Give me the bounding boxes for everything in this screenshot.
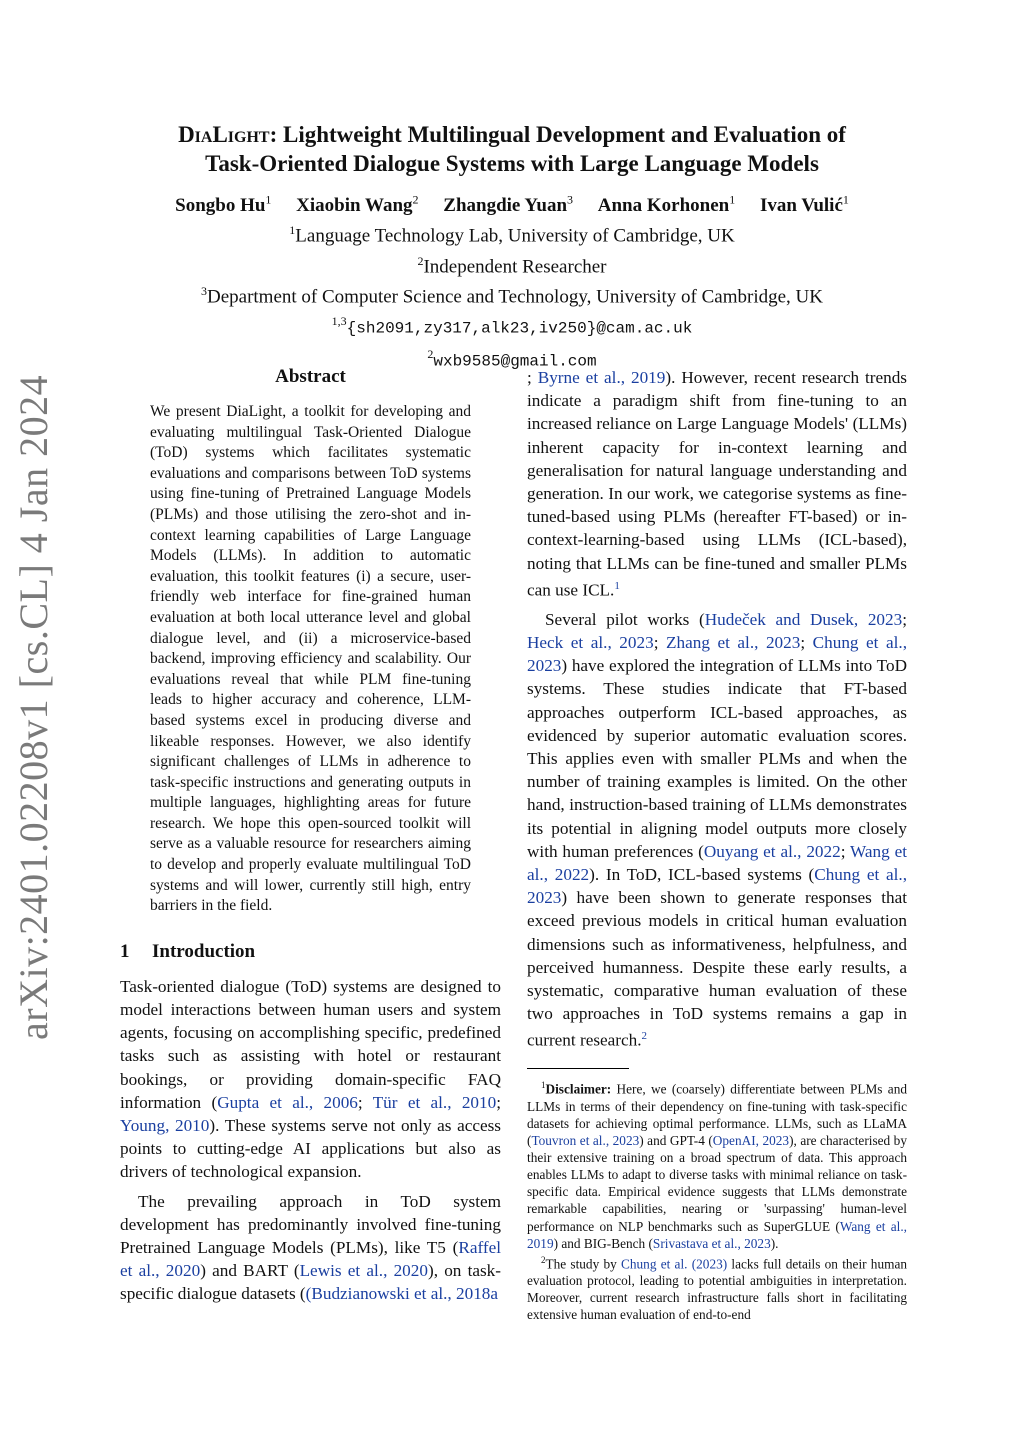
citation-link[interactable]: (Budzianowski et al., 2018a [305,1284,499,1304]
abstract-heading: Abstract [275,366,346,387]
affiliation: $^2$Independent Researcher [417,253,607,277]
author-list [110,188,914,218]
author: Zhangdie Yuan$^3$ [443,193,574,217]
citation-link[interactable]: Byrne et al., 2019 [537,368,666,387]
citation-link[interactable]: Lewis et al., 2020 [299,1261,428,1281]
citation-link[interactable]: Young, 2010 [120,1116,210,1136]
citation-link[interactable]: Chung et al. (2023) [621,1256,728,1272]
affiliation: $^1$Language Technology Lab, University of Cambridge, UK [289,223,735,247]
citation-link[interactable]: Tür et al., 2010 [372,1092,497,1112]
title-line1: : Lightweight Multilingual Development and Evaluation of [269,122,846,147]
citation-link[interactable]: Hudeček and Dusek, 2023 [704,609,903,629]
abstract-text: We present DiaLight, a toolkit for developing and evaluating multilingual Task-Oriented Dialogue (ToD) systems which facilitates systematic evaluations and comparisons between ToD systems using fine-tuning of Pretrained Language Models (PLMs) and those utilising the zero-shot and in-context learning capabilities of Large Language Models (LLMs). In addition to automatic evaluation, this toolkit features (i) a secure, user-friendly web interface for fine-grained human evaluation at both local utterance level and global dialogue level, and (ii) a microservice-based backend, improving efficiency and scalability. Our evaluations reveal that while PLM fine-tuning leads to higher accuracy and coherence, LLM-based systems excel in producing diverse and likeable responses. However, we also identify significant challenges of LLMs in adherence to task-specific instructions and generating outputs in multiple languages, highlighting areas for future research. We hope this open-sourced toolkit will serve as a valuable resource for researchers aiming to develop and properly evaluate multilingual ToD systems and will lower, currently still high, entry barriers in the field. [150,403,471,915]
paper-title [110,120,914,178]
citation-link[interactable]: Srivastava et al., 2023 [652,1235,771,1251]
paragraph: ; Byrne et al., 2019). However, recent research trends indicate a paradigm shift from fine-tuning to an increased reliance on Large Language Models' (LLMs) inherent capacity for in-context learning and generalisation for natural language understanding and generation. In our work, we categorise systems as fine-tuned-based using PLMs (hereafter FT-based) or in-context-learning-based using LLMs (ICL-based), noting that LLMs can be fine-tuned and smaller PLMs can use ICL.$^1$ [527,368,907,600]
author: Xiaobin Wang$^2$ [296,193,419,217]
footnote-rule [527,1068,629,1069]
footnote-marker[interactable]: 1 [614,579,620,592]
left-column [120,366,501,1306]
author: Anna Korhonen$^1$ [597,193,736,217]
email[interactable]: $^2$wxb9585@gmail.com [427,346,597,370]
affiliation: $^3$Department of Computer Science and Technology, University of Cambridge, UK [200,283,823,308]
section-heading-introduction: 1 Introduction [120,940,256,962]
citation-link[interactable]: Wang et al., 2019 [527,1218,907,1251]
citation-link[interactable]: Chung et al., 2023 [527,632,908,676]
paragraph: The prevailing approach in ToD system development has predominantly involved fine-tuning Pretrained Language Models (PLMs), like T5 (Raffel et al., 2020) and BART (Lewis et al., 2020), on task-specific dialogue datasets ((Budzianowski et al., 2018a [120,1191,501,1304]
email[interactable]: $^{1,3}${sh2091,zy317,alk23,iv250}@cam.ac.uk [331,314,693,338]
citation-link[interactable]: OpenAI, 2023 [712,1133,790,1149]
arxiv-identifier: arXiv:2401.02208v1 [cs.CL] 4 Jan 2024 [11,374,56,1040]
citation-link[interactable]: Zhang et al., 2023 [666,632,801,652]
citation-link[interactable]: Chung et al., 2023 [527,865,908,908]
citation-link[interactable]: Raffel et al., 2020 [120,1238,501,1281]
author: Songbo Hu$^1$ [175,193,272,217]
citation-link[interactable]: Wang et al., 2022 [527,841,907,884]
citation-link[interactable]: Touvron et al., 2023 [531,1133,640,1149]
citation-link[interactable]: Heck et al., 2023 [527,632,654,652]
author-block [110,188,914,374]
footnote-2: $^2$The study by Chung et al. (2023) lacks full details on their human evaluation protocol, leading to potential ambiguities in interpretation. Moreover, current research infrastructure falls short in facilitating extensive human evaluation of end-to-end [527,1254,907,1323]
title-line2: Task-Oriented Dialogue Systems with Large Language Models [205,151,819,176]
paragraph: Task-oriented dialogue (ToD) systems are designed to model interactions between human users and system agents, focusing on accomplishing specific, predefined tasks such as assisting with hotel or restaurant bookings, or providing domain-specific FAQ information (Gupta et al., 2006; Tür et al., 2010; Young, 2010). These systems serve not only as access points to cutting-edge AI applications but also as drivers of technological expansion. [120,976,501,1182]
paragraph: Several pilot works (Hudeček and Dusek, 2023; Heck et al., 2023; Zhang et al., 2023; Chung et al., 2023) have explored the integration of LLMs into ToD systems. These studies indicate that FT-based approaches outperform ICL-based approaches, as evidenced by superior automatic evaluation scores. This applies even with smaller PLMs and when the number of training examples is limited. On the other hand, instruction-based training of LLMs demonstrates its potential in aligning model outputs more closely with human preferences (Ouyang et al., 2022; Wang et al., 2022). In ToD, ICL-based systems (Chung et al., 2023) have been shown to generate responses that exceed previous models in critical human evaluation dimensions such as informativeness, helpfulness, and perceived humanness. Despite these early results, a systematic, comparative human evaluation of these two approaches in ToD systems remains a gap in current research.$^2$ [527,609,908,1051]
author: Ivan Vulić$^1$ [759,193,849,217]
footnote-1: $^1$Disclaimer: Here, we (coarsely) differentiate between PLMs and LLMs in terms of their dependency on fine-tuning with task-specific datasets for achieving optimal performance. LLMs, such as LLaMA (Touvron et al., 2023) and GPT-4 (OpenAI, 2023), are characterised by their extensive training on a broad spectrum of data. This approach enables LLMs to adapt to diverse tasks with minimal reliance on task-specific data. Empirical evidence suggests that LLMs demonstrate remarkable capabilities, nearing or 'surpassing' human-level performance on NLP benchmarks such as SuperGLUE (Wang et al., 2019) and BIG-Bench (Srivastava et al., 2023). [527,1080,907,1251]
citation-link[interactable]: Gupta et al., 2006 [217,1092,358,1112]
toolkit-name: DiaLight [178,122,270,147]
footnote-marker[interactable]: 2 [641,1030,648,1043]
citation-link[interactable]: Ouyang et al., 2022 [703,841,841,861]
right-column [527,366,907,1324]
